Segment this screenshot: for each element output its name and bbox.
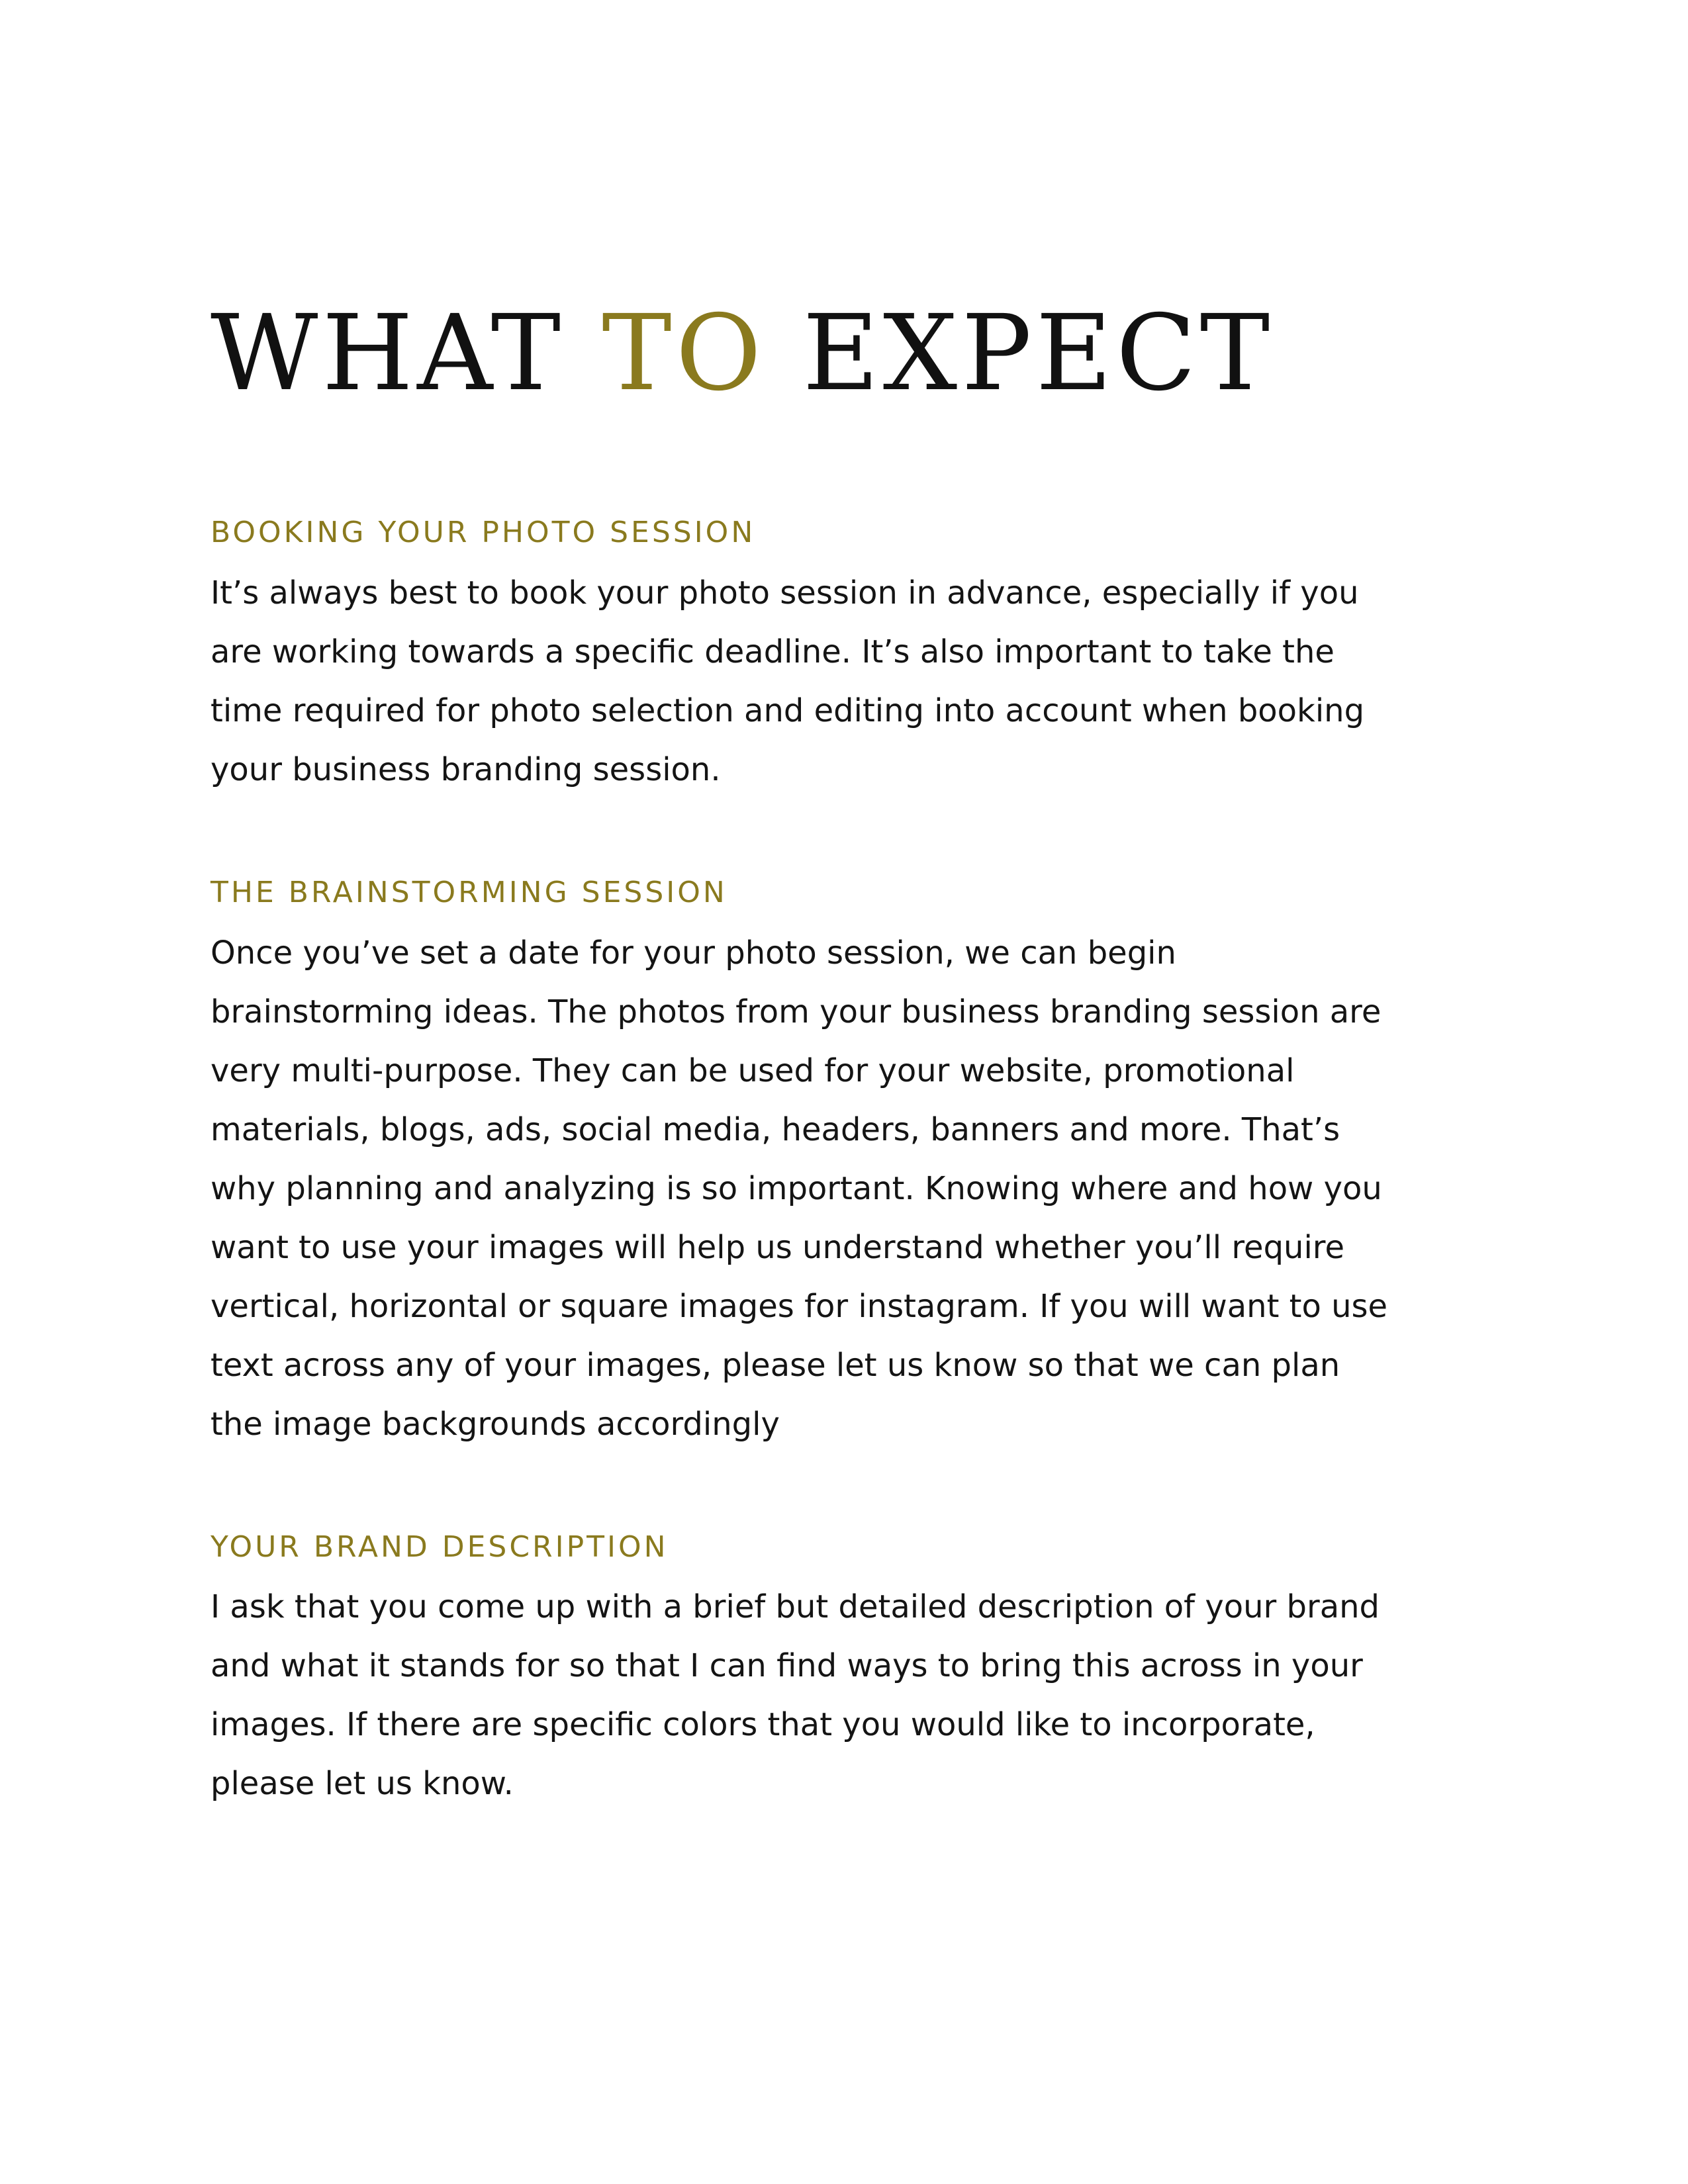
- section-heading: BOOKING YOUR PHOTO SESSION: [211, 516, 756, 549]
- title-part-expect: EXPECT: [765, 293, 1274, 414]
- section-body: It’s always best to book your photo session in advance, especially if you are working towards a specific deadline. It’s also important to take the time required for photo selection and editing into account when booking your business branding session.: [211, 574, 1365, 788]
- section-heading: YOUR BRAND DESCRIPTION: [211, 1529, 669, 1564]
- section-body: Once you’ve set a date for your photo session, we can begin brainstorming ideas. The photos from your business branding session are very multi-purpose. They can be used for your website, promotional materials, blogs, ads, social media, headers, banners and more. That’s why planning and analyzing is so important. Knowing where and how you want to use your images will help us understand whether you’ll require vertical, horizontal or square images for instagram. If you will want to use text across any of your images, please let us know so that we can plan the image backgrounds accordingly: [211, 934, 1388, 1443]
- section-brainstorming: [211, 876, 1468, 1454]
- title-part-what: WHAT: [211, 293, 602, 414]
- title-part-to: TO: [602, 293, 766, 414]
- section-heading: THE BRAINSTORMING SESSION: [211, 875, 727, 909]
- page-title: [211, 293, 1468, 414]
- section-body: I ask that you come up with a brief but detailed description of your brand and what it stands for so that I can find ways to bring this across in your images. If there are specific colors that you would like to incorporate, please let us know.: [211, 1588, 1380, 1803]
- section-booking: [211, 516, 1468, 799]
- section-brand-description: [211, 1530, 1468, 1814]
- document-page: [211, 293, 1468, 1813]
